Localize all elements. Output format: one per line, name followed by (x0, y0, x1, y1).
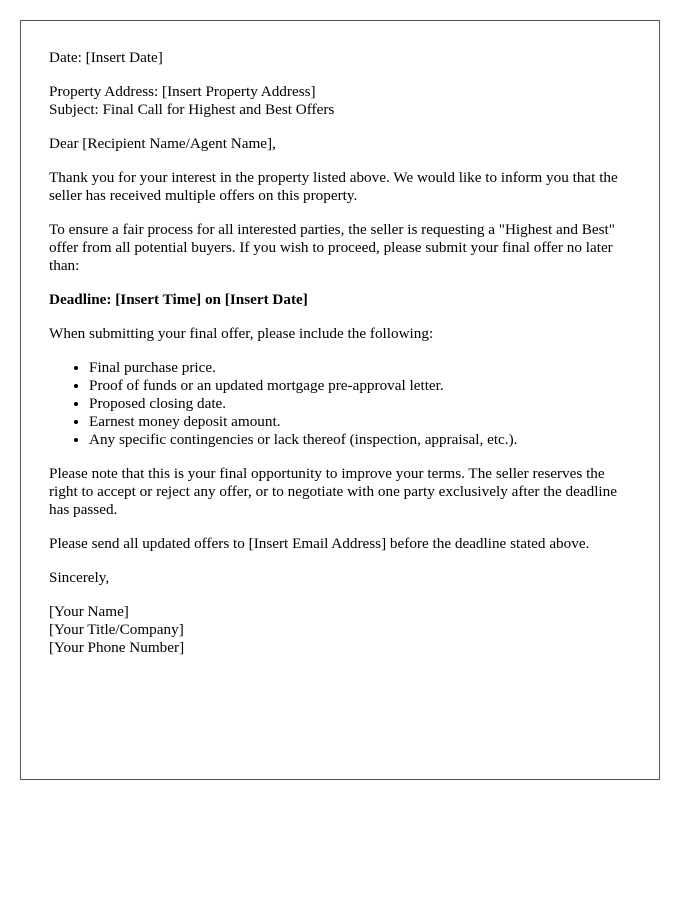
include-intro: When submitting your final offer, please include the following: (49, 325, 434, 342)
include-list (49, 359, 631, 449)
address-subject-block (49, 83, 631, 119)
signature-block (49, 603, 631, 657)
date-line: Date: [Insert Date] (49, 49, 163, 66)
subject-line: Subject: Final Call for Highest and Best Offers (49, 101, 335, 118)
letter-page (20, 20, 660, 780)
closing: Sincerely, (49, 569, 110, 586)
signature-name: [Your Name] (49, 603, 129, 620)
list-item: • Proposed closing date. (89, 395, 631, 413)
request-paragraph: To ensure a fair process for all interested parties, the seller is requesting a "Highest and Best" offer from all potential buyers. If you wish to proceed, please submit your final offer no later than: (49, 221, 615, 274)
list-item: • Final purchase price. (89, 359, 631, 377)
signature-title-company: [Your Title/Company] (49, 621, 184, 638)
list-item: • Proof of funds or an updated mortgage pre-approval letter. (89, 377, 631, 395)
send-paragraph: Please send all updated offers to [Insert Email Address] before the deadline stated above. (49, 535, 590, 552)
intro-paragraph: Thank you for your interest in the property listed above. We would like to inform you that the seller has received multiple offers on this property. (49, 169, 618, 204)
salutation: Dear [Recipient Name/Agent Name], (49, 135, 276, 152)
list-item: • Any specific contingencies or lack thereof (inspection, appraisal, etc.). (89, 431, 631, 449)
property-address-line: Property Address: [Insert Property Address] (49, 83, 316, 100)
list-item: • Earnest money deposit amount. (89, 413, 631, 431)
signature-phone: [Your Phone Number] (49, 639, 185, 656)
note-paragraph: Please note that this is your final opportunity to improve your terms. The seller reserves the right to accept or reject any offer, or to negotiate with one party exclusively after the deadline has passed. (49, 465, 617, 518)
deadline-line: Deadline: [Insert Time] on [Insert Date] (49, 291, 308, 308)
